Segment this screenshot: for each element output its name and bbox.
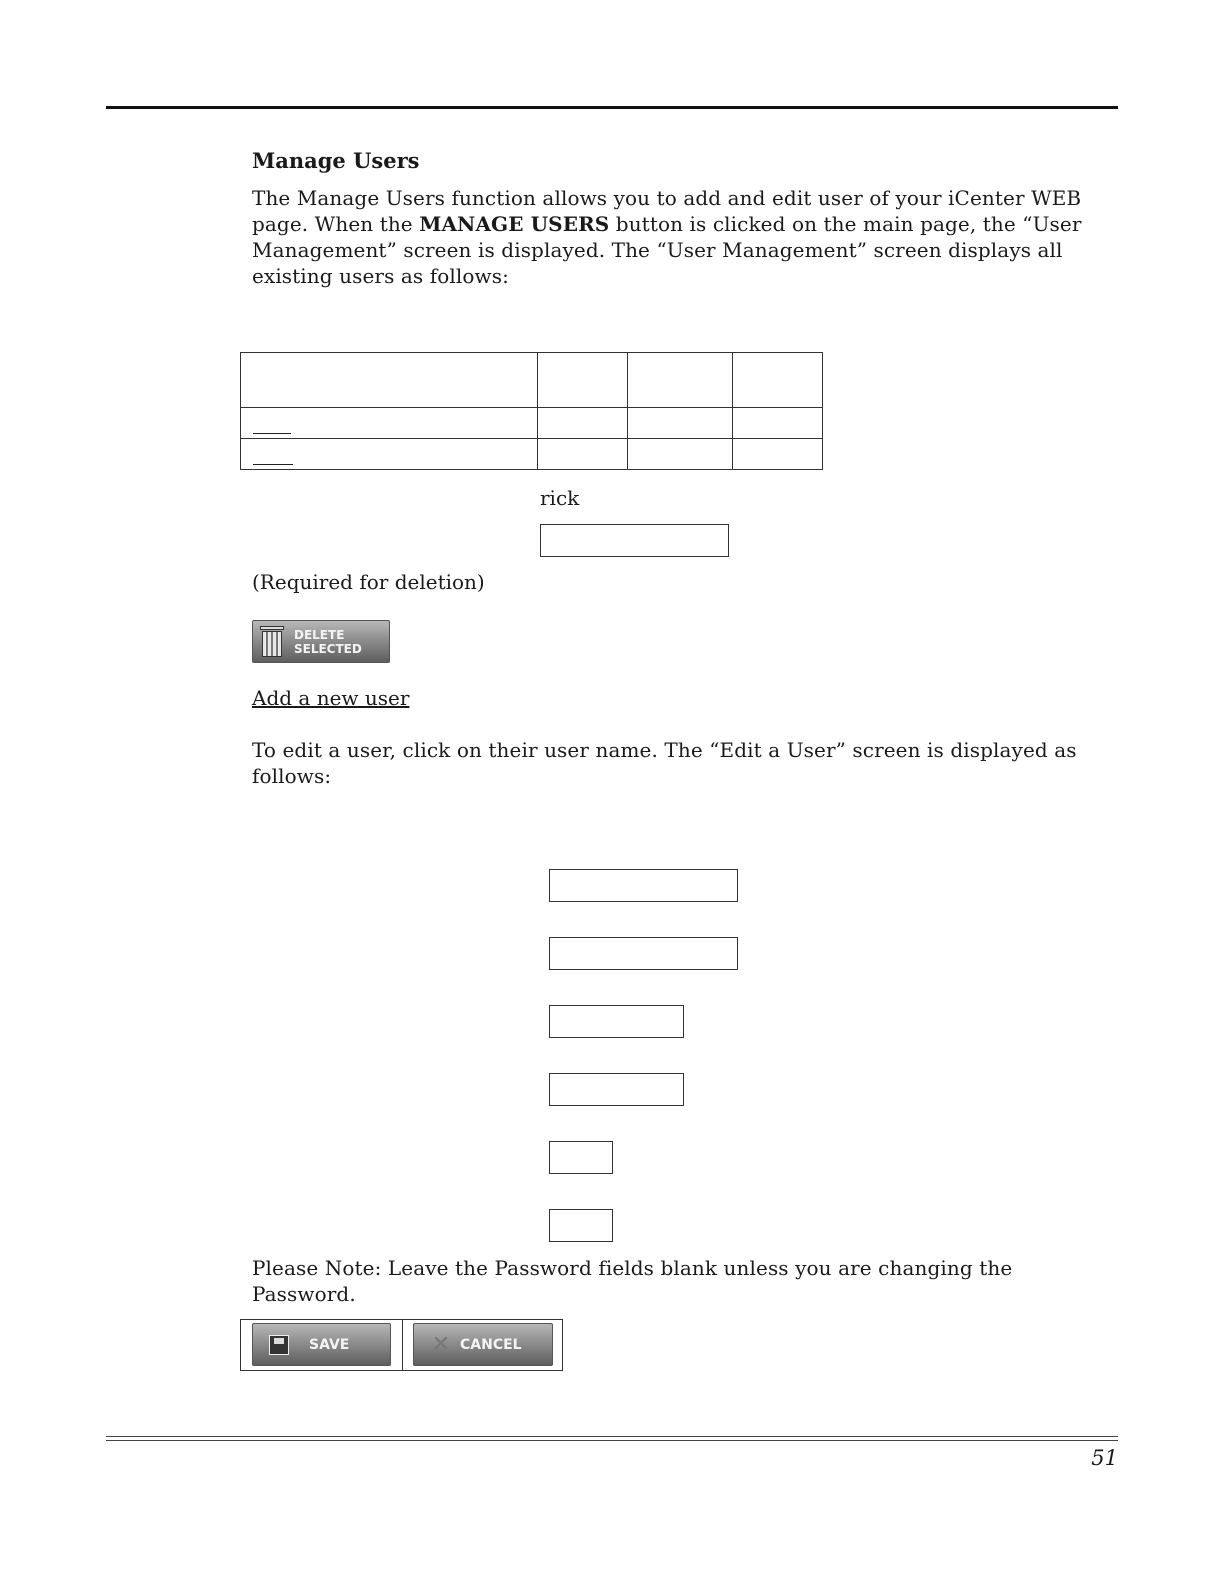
- x-icon: ✕: [431, 1331, 451, 1357]
- intro-line-4: existing users as follows:: [252, 264, 509, 288]
- password-note-line-2: Password.: [252, 1282, 356, 1306]
- table-cell: [733, 439, 823, 470]
- header-cell: [538, 353, 628, 408]
- edit-field-5[interactable]: [549, 1141, 613, 1174]
- delete-label-line-2: SELECTED: [294, 641, 362, 656]
- button-frame-divider: [402, 1320, 403, 1370]
- edit-field-6[interactable]: [549, 1209, 613, 1242]
- cancel-button[interactable]: [413, 1323, 553, 1366]
- top-rule: [106, 106, 1118, 109]
- intro-line-2: page. When the MANAGE USERS button is clicked on the main page, the “User: [252, 212, 1082, 236]
- edit-field-3[interactable]: [549, 1005, 684, 1038]
- table-cell: [628, 408, 733, 439]
- user-name-link[interactable]: [253, 464, 293, 465]
- manage-users-bold: MANAGE USERS: [419, 212, 610, 236]
- edit-field-2[interactable]: [549, 937, 738, 970]
- header-cell: [241, 353, 538, 408]
- table-header-row: [241, 353, 823, 408]
- edit-field-4[interactable]: [549, 1073, 684, 1106]
- password-note-line-1: Please Note: Leave the Password fields blank unless you are changing the: [252, 1256, 1013, 1280]
- table-cell: [628, 439, 733, 470]
- trash-icon: [260, 626, 284, 658]
- user-name-cell[interactable]: [241, 408, 538, 439]
- delete-label-line-1: DELETE: [294, 627, 345, 642]
- add-new-user-link[interactable]: Add a new user: [252, 686, 410, 710]
- intro-line-3: Management” screen is displayed. The “User Management” screen displays all: [252, 238, 1063, 262]
- intro-line-1: The Manage Users function allows you to add and edit user of your iCenter WEB: [252, 186, 1082, 210]
- page-number: 51: [1091, 1446, 1118, 1470]
- intro-paragraph: [252, 185, 1102, 289]
- bottom-rule: [106, 1440, 1118, 1441]
- table-row: [241, 408, 823, 439]
- edit-instructions-line-1: To edit a user, click on their user name. The “Edit a User” screen is displayed as: [252, 738, 1077, 762]
- floppy-disk-icon: [269, 1335, 289, 1355]
- table-cell: [538, 408, 628, 439]
- save-label: SAVE: [309, 1336, 350, 1353]
- edit-instructions: [252, 737, 1102, 789]
- section-heading: Manage Users: [252, 148, 420, 173]
- table-cell: [733, 408, 823, 439]
- edit-instructions-line-2: follows:: [252, 764, 332, 788]
- table-row: [241, 439, 823, 470]
- password-note: [252, 1255, 1102, 1307]
- save-button[interactable]: [252, 1323, 391, 1366]
- bottom-rule: [106, 1436, 1118, 1437]
- header-cell: [628, 353, 733, 408]
- user-name-cell[interactable]: [241, 439, 538, 470]
- users-table: [240, 352, 823, 470]
- field-value-text: rick: [540, 486, 580, 510]
- cancel-label: CANCEL: [460, 1336, 522, 1353]
- header-cell: [733, 353, 823, 408]
- table-cell: [538, 439, 628, 470]
- required-note: (Required for deletion): [252, 570, 485, 594]
- edit-field-1[interactable]: [549, 869, 738, 902]
- delete-confirm-input[interactable]: [540, 524, 729, 557]
- user-name-link[interactable]: [253, 433, 291, 434]
- delete-selected-button[interactable]: [252, 620, 390, 663]
